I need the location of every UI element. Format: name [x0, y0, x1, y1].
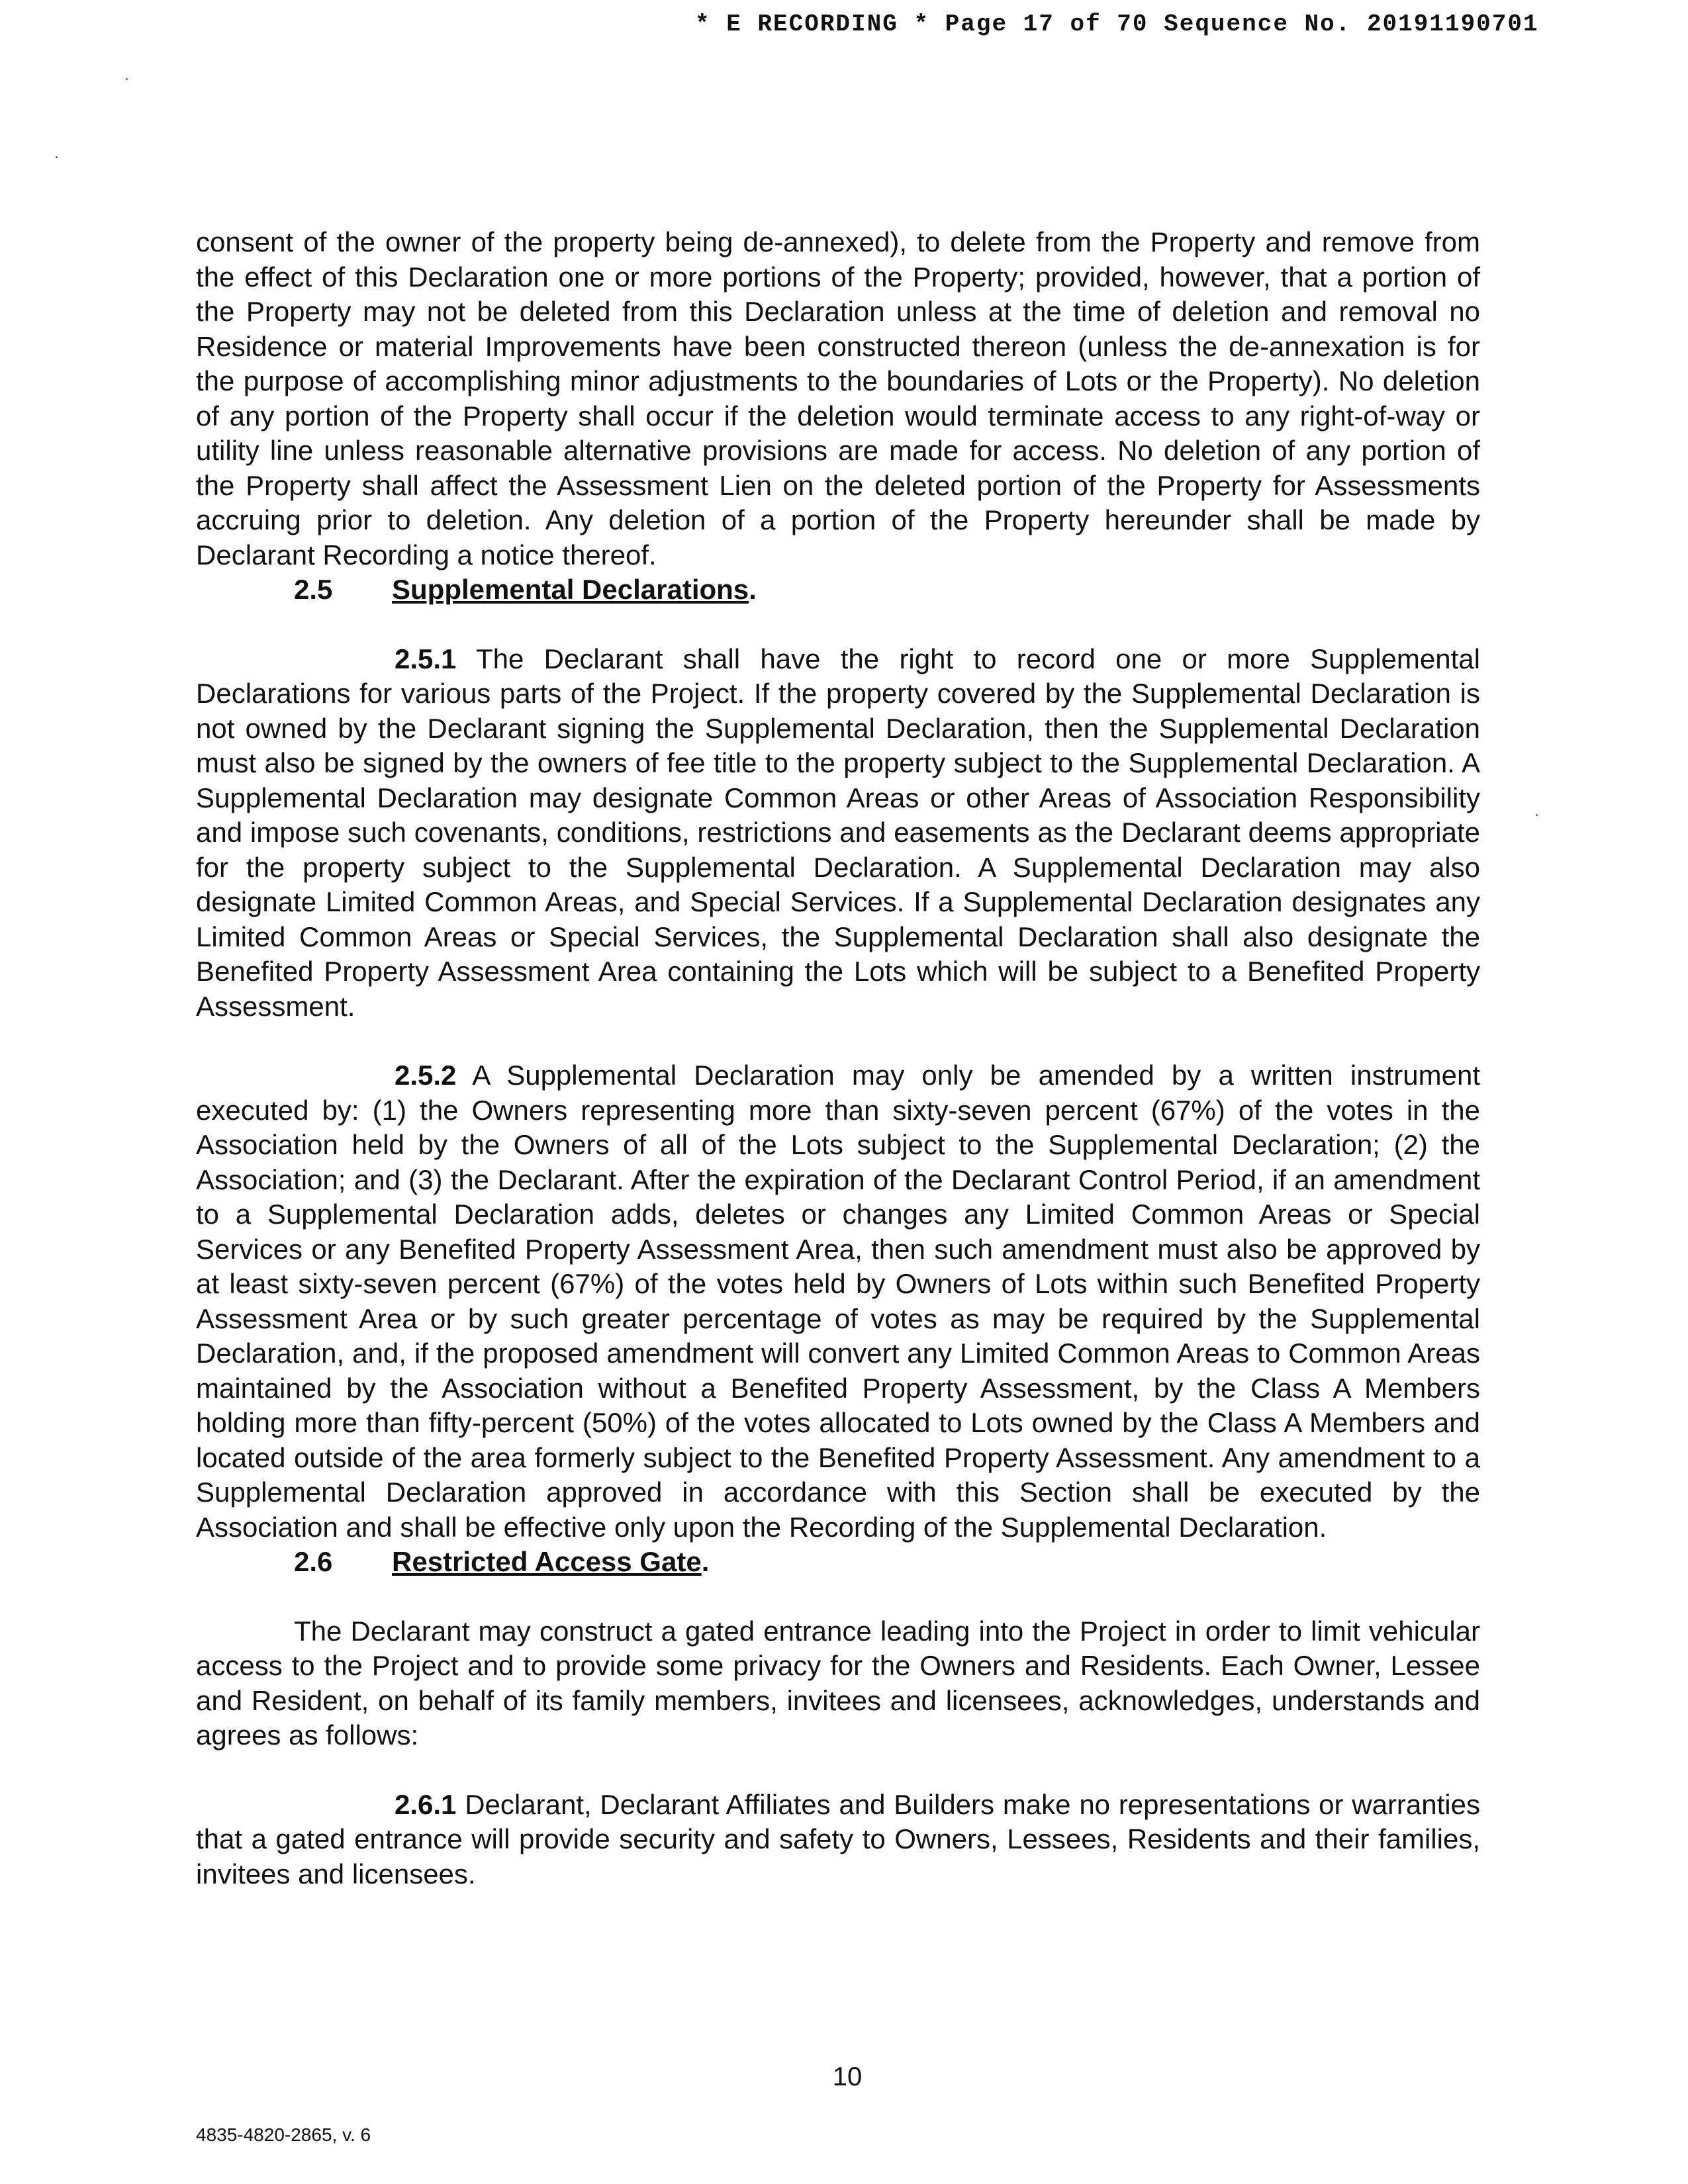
- subsection-text: A Supplemental Declaration may only be amended by a written instrument executed by: (1) the Owners representing more than sixty-seven percent (67%) of the votes in the Association held by the Owners of all of the Lots subject to the Supplemental Declaration; (2) the Association; and (3) the Declarant. After the expiration of the Declarant Control Period, if an amendment to a Supplemental Declaration adds, deletes or changes any Limited Common Areas or Special Services or any Benefited Property Assessment Area, then such amendment must also be approved by at least sixty-seven percent (67%) of the votes held by Owners of Lots within such Benefited Property Assessment Area or by such greater percentage of votes as may be required by the Supplemental Declaration, and, if the proposed amendment will convert any Limited Common Areas to Common Areas maintained by the Association without a Benefited Property Assessment, by the Class A Members holding more than fifty-percent (50%) of the votes allocated to Lots owned by the Class A Members and located outside of the area formerly subject to the Benefited Property Assessment. Any amendment to a Supplemental Declaration approved in accordance with this Section shall be executed by the Association and shall be effective only upon the Recording of the Supplemental Declaration.: [196, 1060, 1480, 1543]
- subsection-number: 2.6.1: [395, 1788, 457, 1820]
- section-number: 2.6: [294, 1546, 333, 1577]
- subsection-text: Declarant, Declarant Affiliates and Builders make no representations or warranties that a gated entrance will provide security and safety to Owners, Lessees, Residents and their families, invitees and licensees.: [196, 1788, 1480, 1889]
- section-heading-2-5: 2.5 Supplemental Declarations.: [196, 572, 1480, 608]
- subsection-number: 2.5.2: [395, 1060, 457, 1091]
- subsection-text: The Declarant shall have the right to record one or more Supplemental Declarations for various parts of the Project. If the property covered by the Supplemental Declaration is not owned by the Declarant signing the Supplemental Declaration, then the Supplemental Declaration must also be signed by the owners of fee title to the property subject to the Supplemental Declaration. A Supplemental Declaration may designate Common Areas or other Areas of Association Responsibility and impose such covenants, conditions, restrictions and easements as the Declarant deems appropriate for the property subject to the Supplemental Declaration. A Supplemental Declaration may also designate Limited Common Areas, and Special Services. If a Supplemental Declaration designates any Limited Common Areas or Special Services, the Supplemental Declaration shall also designate the Benefited Property Assessment Area containing the Lots which will be subject to a Benefited Property Assessment.: [196, 643, 1480, 1022]
- subsection-2-5-1: [196, 642, 1480, 1024]
- section-title: Supplemental Declarations: [392, 574, 749, 605]
- subsection-number: 2.5.1: [395, 643, 457, 674]
- section-number: 2.5: [294, 574, 333, 605]
- section-heading-2-6: 2.6 Restricted Access Gate.: [196, 1545, 1480, 1580]
- document-body: [196, 225, 1480, 1891]
- recording-stamp: * E RECORDING * Page 17 of 70 Sequence No. 20191190701: [695, 11, 1539, 38]
- section-2-6-intro: The Declarant may construct a gated entrance leading into the Project in order to limit vehicular access to the Project and to provide some privacy for the Owners and Residents. Each Owner, Lessee and Resident, on behalf of its family members, invitees and licensees, acknowledges, understands and agrees as follows:: [196, 1615, 1480, 1751]
- subsection-2-5-2: [196, 1058, 1480, 1545]
- intro-paragraph: consent of the owner of the property being de-annexed), to delete from the Property and remove from the effect of this Declaration one or more portions of the Property; provided, however, that a portion of the Property may not be deleted from this Declaration unless at the time of deletion and removal no Residence or material Improvements have been constructed thereon (unless the de-annexation is for the purpose of accomplishing minor adjustments to the boundaries of Lots or the Property). No deletion of any portion of the Property shall occur if the deletion would terminate access to any right-of-way or utility line unless reasonable alternative provisions are made for access. No deletion of any portion of the Property shall affect the Assessment Lien on the deleted portion of the Property for Assessments accruing prior to deletion. Any deletion of a portion of the Property hereunder shall be made by Declarant Recording a notice thereof.: [196, 226, 1480, 570]
- page-number: 10: [832, 2062, 863, 2091]
- scan-speck: [1536, 814, 1538, 816]
- scan-speck: [56, 156, 58, 158]
- document-id: 4835-4820-2865, v. 6: [196, 2124, 371, 2145]
- scan-speck: [126, 78, 128, 80]
- subsection-2-6-1: [196, 1788, 1480, 1892]
- section-title: Restricted Access Gate: [392, 1546, 702, 1577]
